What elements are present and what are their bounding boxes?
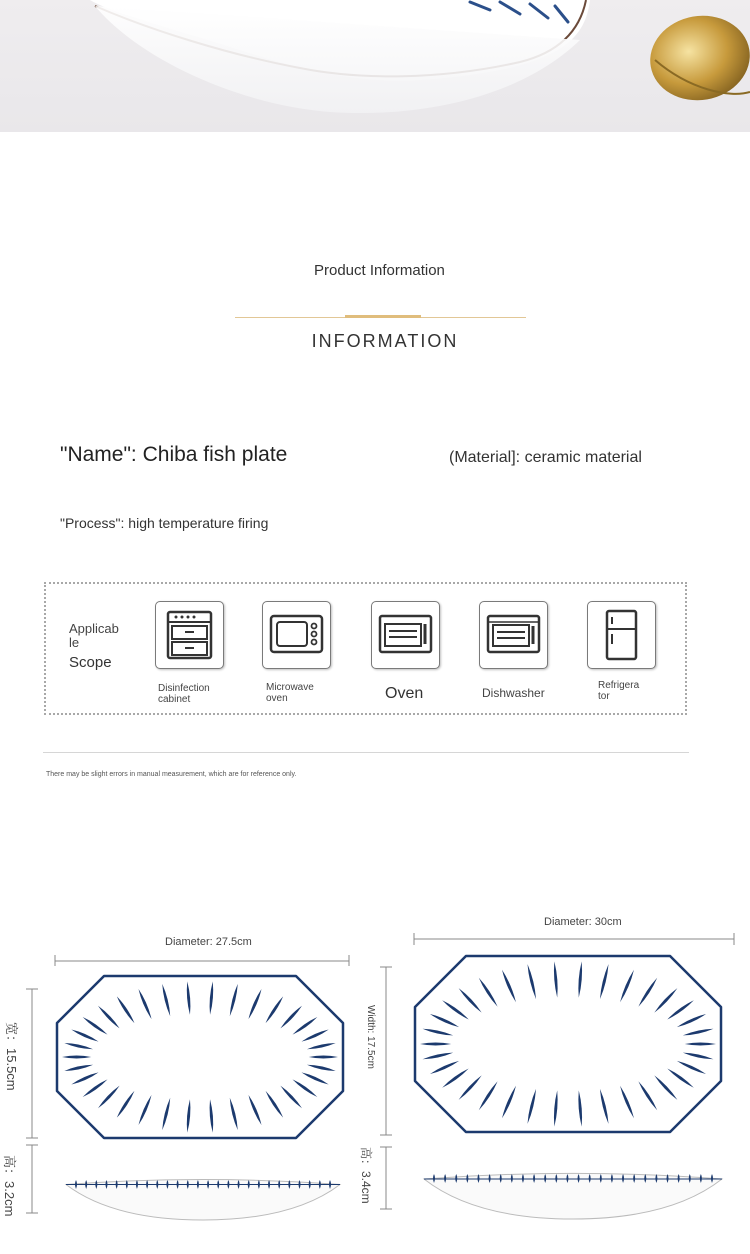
section-title: Product Information <box>314 262 445 279</box>
dimension-line <box>408 931 738 945</box>
oven-icon <box>371 601 440 669</box>
appliance-label: Disinfection cabinet <box>158 683 210 705</box>
appliance-label: Microwave oven <box>266 682 314 704</box>
appliance-label: Dishwasher <box>482 686 545 700</box>
appliance-label: Refrigera tor <box>598 680 640 702</box>
microwave-icon <box>262 601 331 669</box>
width-label: Width: 17.5cm <box>365 1005 376 1069</box>
scope-label-heading: Scope <box>69 654 112 671</box>
height-label: 高：3.4cm <box>359 1147 373 1204</box>
divider-accent <box>345 315 421 318</box>
plate-top-view <box>54 973 346 1141</box>
dimension-line <box>378 963 394 1213</box>
spec-process: "Process": high temperature firing <box>60 515 269 531</box>
appliance-label: Oven <box>385 685 424 702</box>
product-photo <box>0 0 750 132</box>
width-label: 宽：15.5cm <box>4 1022 19 1091</box>
dimension-line <box>24 985 40 1217</box>
plate-side-view <box>420 1165 726 1221</box>
disinfection-cabinet-icon <box>155 601 224 669</box>
diameter-label: Diameter: 27.5cm <box>165 936 252 948</box>
scope-label: Applicab le <box>69 621 119 650</box>
plate-top-view <box>412 953 724 1135</box>
section-subtitle: INFORMATION <box>311 331 459 351</box>
spec-name: "Name": Chiba fish plate <box>60 443 288 466</box>
plate-side-view <box>62 1172 344 1222</box>
measurement-note: There may be slight errors in manual measurement, which are for reference only. <box>46 771 297 778</box>
diameter-label: Diameter: 30cm <box>544 916 622 928</box>
divider <box>43 752 689 753</box>
dishwasher-icon <box>479 601 548 669</box>
height-label: 高：3.2cm <box>2 1155 17 1217</box>
dimension-line <box>50 952 355 966</box>
refrigerator-icon <box>587 601 656 669</box>
spec-material: (Material]: ceramic material <box>449 449 642 466</box>
